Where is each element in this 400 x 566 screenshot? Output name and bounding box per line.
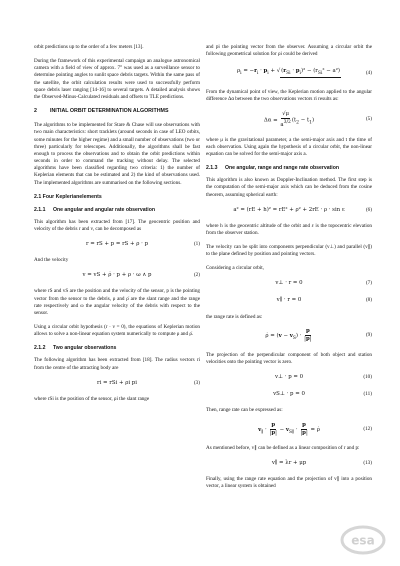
subsubsection-number: 2.1.3: [206, 165, 218, 172]
paragraph: the range rate is defined as:: [206, 313, 263, 320]
equation-body-rho: $\rho_i = -r_i \cdot p_i + √(r_{Si} \cdot p_i)^2 - (r_{Si}^2 - a^2)$: [237, 68, 341, 78]
equation: [206, 280, 372, 289]
equation: [206, 390, 372, 399]
paragraph: The velocity can be split into components perpendicular (v⊥) and parallel (v∥) to the plane defined by position and pointing vectors.: [206, 244, 372, 258]
section-number: 2: [34, 108, 37, 115]
equation-body: a² = (rE + h)² = rE² + ρ² + 2rE · ρ · sin ε: [233, 206, 345, 213]
paragraph: orbit predictions up to the order of a few meters [13].: [34, 44, 144, 50]
equation-number: (10): [363, 373, 372, 380]
equation: [206, 206, 372, 215]
equation-number: (7): [365, 280, 372, 287]
equation: [206, 421, 372, 437]
equation: [34, 271, 200, 280]
paragraph: The following algorithm has been extracted from [18]. The radius vectors ri from the centre of the attracting body are: [34, 357, 200, 371]
subsubsection-heading: [34, 207, 200, 214]
equation-body: v∥ · r = 0: [276, 297, 302, 304]
subsubsection-number: 2.1.2: [34, 345, 46, 352]
paragraph: Finally, using the range rate equation and the projection of v∥ into a position vector, a linear system is obtained: [206, 476, 372, 490]
subsubsection-number: 2.1.1: [34, 206, 46, 213]
equation-number: (3): [193, 379, 200, 386]
paragraph: Then, range rate can be expressed as:: [206, 407, 283, 414]
paragraph: The algorithms to be implemented for Stare & Chase will use observations with two main characteristics: short tracklets (around seconds in case of LEO orbits, some minutes for the higher regime) and a small number of observations (two or three) particularly for telescopes. Additionally, the algorithms shall be fast enough to process the observations and to obtain the orbit predictions within seconds in order to command the tracking without delay. The selected algorithms have been classified regarding two criteria: 1) the number of Keplerian elements that can be estimated and 2) the kind of observations used. The implemented algorithms are summarised on the following sections.: [34, 122, 200, 186]
paragraph: As mentioned before, v∥ can be defined as a linear composition of r and p:: [206, 445, 360, 452]
equation: [34, 240, 200, 249]
section-heading: [34, 108, 200, 115]
equation-body: ri = rSi + ρi pi: [97, 379, 137, 386]
equation-body: vS⊥ · p = 0: [273, 390, 305, 397]
subsection-heading: 2.1 Four Keplerianelements: [34, 193, 102, 200]
esa-logo-watermark: [340, 524, 386, 556]
paragraph: During the framework of this experimental campaign an analogue astronomical camera with a field of view of approx. 7° was used as a surveillance sensor to determine pointing angles to sunlit space debris targets. Within the same pass of the satellite, the orbit calculation results were used to successfully perform space debris laser ranging [14-16] to several targets. A detailed analysis shows the Observed-Minus-Calculated residuals and offsets to TLE predictions.: [34, 58, 200, 100]
equation: [206, 373, 372, 382]
left-column: [34, 44, 200, 410]
equation: [34, 379, 200, 388]
equation-number: (1): [193, 241, 200, 248]
equation: [206, 65, 372, 81]
paragraph: This algorithm is also known as Doppler-Inclination method. The first step is the computation of the semi-major axis which can be deduced from the cosine theorem, assuming spherical earth:: [206, 177, 372, 198]
paragraph: Considering a circular orbit,: [206, 265, 264, 272]
subsubsection-title: One angular and angular rate observation: [53, 206, 155, 213]
equation-number: (4): [365, 69, 372, 76]
equation-number: (8): [365, 297, 372, 304]
paragraph: From the dynamical point of view, the Keplerian motion applied to the angular difference Δα between the two observations vectors ri results as:: [206, 89, 372, 103]
equation-number: (5): [365, 116, 372, 123]
paragraph: where h is the geocentric altitude of the orbit and ε is the topocentric elevation from the observer station.: [206, 222, 372, 236]
equation-number: (2): [193, 272, 200, 279]
equation-number: (12): [363, 425, 372, 432]
paragraph: This algorithm has been extracted from [17]. The geocentric position and velocity of the debris r and v, can be decomposed as: [34, 218, 200, 233]
equation-body: r = rS + p = rS + ρ · p: [85, 241, 149, 248]
equation-number: (11): [363, 390, 372, 397]
subsubsection-heading: [206, 165, 372, 172]
paragraph: and pi the pointing vector from the observer. Assuming a circular orbit the following geometrical solution for ρi could be derived: [206, 44, 372, 58]
equation-body-range-rate: ρ̇ = $(v - v_S)$ · $\frac{p}{|p|}$: [265, 328, 312, 343]
equation-body: v⊥ · r = 0: [275, 280, 303, 287]
equation-body: v = vS + ρ̇ · p + ρ · ω ∧ p: [82, 272, 152, 279]
equation: [206, 328, 372, 344]
subsubsection-title: One angular, range and range rate observation: [225, 165, 339, 172]
equation-body: v⊥ · p = 0: [274, 373, 304, 380]
paragraph: Using a circular orbit hypothesis (r · v = 0), the equations of Keplerian motion allows to solve a non-linear equation system numerically to compute ρ and ρ̇.: [34, 324, 200, 338]
equation-number: (6): [365, 206, 372, 213]
paragraph: The projection of the perpendicular component of both object and station velocities onto the pointing vector is zero.: [206, 351, 372, 365]
paragraph: where rSi is the position of the sensor, ρi the slant range: [34, 395, 150, 402]
equation-body: v∥ = λr + μp: [271, 460, 307, 467]
paragraph: where μ is the gravitational parameter, a the semi-major axis and t the time of each observation. Using again the hypothesis of a circular orbit, the non-linear equation can be solved for the semi-major axis a.: [206, 136, 372, 158]
equation: [206, 459, 372, 468]
esa-logo-icon: [340, 525, 386, 555]
subsubsection-heading: [34, 345, 200, 352]
equation-number: (9): [365, 332, 372, 339]
logo-text: esa: [351, 533, 375, 548]
equation-number: (13): [363, 460, 372, 467]
right-column: [206, 44, 372, 498]
equation-body-parallel: $v_\parallel$ · $\frac{p}{|p|}$ − $v_{S\parallel}$ · $\frac{p}{|p|}$ = ρ̇: [258, 421, 320, 436]
paragraph: where rS and vS are the position and the velocity of the sensor, p is the pointing vector from the sensor to the debris, ρ and ρ̇ are the slant range and the range rate respectively and ω the angular velocity of the debris with respect to the sensor.: [34, 288, 200, 316]
subsubsection-title: Two angular observations: [53, 345, 117, 352]
equation: [206, 111, 372, 129]
equation: [206, 297, 372, 306]
equation-body-delta-alpha: Δα = $\frac{√\mu}{a^{3/2}}$ $(t_2 - t_1)$: [263, 110, 315, 128]
paragraph: And the velocity: [34, 257, 69, 264]
section-title: INITIAL ORBIT DETERMINATION ALGORITHMS: [50, 108, 169, 115]
